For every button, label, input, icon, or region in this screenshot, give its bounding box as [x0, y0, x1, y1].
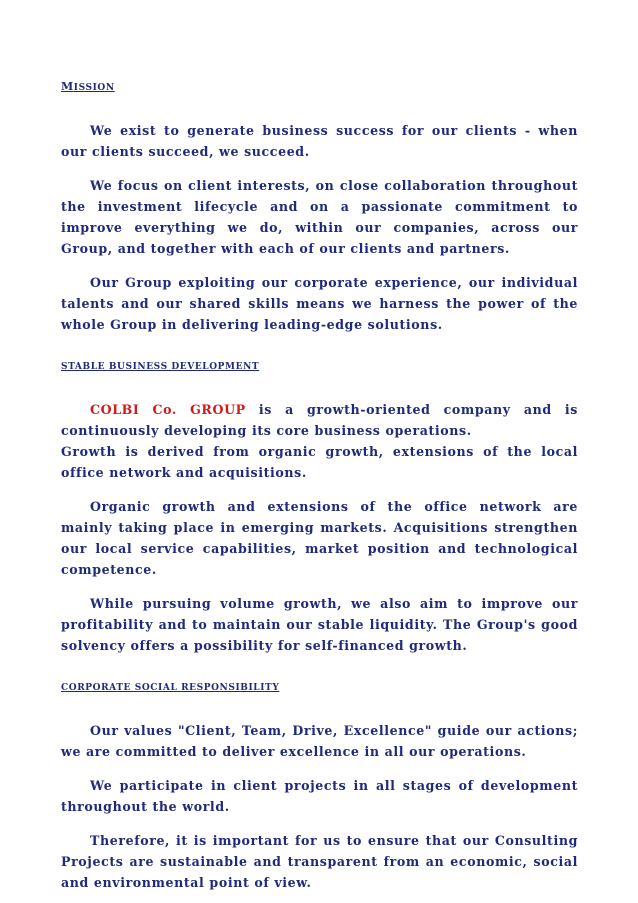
- mission-paragraph-1: We exist to generate business success for our clients - when our clients succeed, we succeed.: [61, 123, 578, 159]
- csr-paragraph-2: We participate in client projects in all stages of development throughout the world.: [61, 778, 578, 814]
- csr-paragraph-3: Therefore, it is important for us to ensure that our Consulting Projects are sustainable and transparent from an economic, social and environmental point of view.: [61, 833, 578, 890]
- csr-heading: CORPORATE SOCIAL RESPONSIBILITY: [61, 683, 280, 693]
- csr-paragraph-1: Our values "Client, Team, Drive, Excellence" guide our actions; we are committed to deliver excellence in all our operations.: [61, 723, 578, 759]
- stable-paragraph-3: While pursuing volume growth, we also aim to improve our profitability and to maintain our stable liquidity. The Group's good solvency offers a possibility for self-financed growth.: [61, 596, 578, 653]
- mission-paragraph-2: We focus on client interests, on close collaboration throughout the investment lifecycle and on a passionate commitment to improve everything we do, within our companies, across our Group, and together with each of our clients and partners.: [61, 178, 578, 256]
- stable-business-heading: STABLE BUSINESS DEVELOPMENT: [61, 362, 260, 372]
- stable-paragraph-2: Organic growth and extensions of the office network are mainly taking place in emerging markets. Acquisitions strengthen our local service capabilities, market position and technological competence.: [61, 499, 578, 577]
- stable-paragraph-1-text: is a growth-oriented company and is continuously developing its core business operations.: [61, 402, 578, 438]
- mission-paragraph-3: Our Group exploiting our corporate experience, our individual talents and our shared skills means we harness the power of the whole Group in delivering leading-edge solutions.: [61, 275, 578, 332]
- stable-paragraph-1: [61, 399, 578, 441]
- mission-heading-initial: M: [61, 80, 74, 93]
- brand-name: COLBI Co. GROUP: [90, 402, 246, 417]
- document-page: [61, 78, 578, 893]
- mission-heading-rest: ISSION: [73, 83, 115, 93]
- mission-heading: [61, 78, 578, 97]
- stable-paragraph-1b: Growth is derived from organic growth, extensions of the local office network and acquisitions.: [61, 444, 578, 480]
